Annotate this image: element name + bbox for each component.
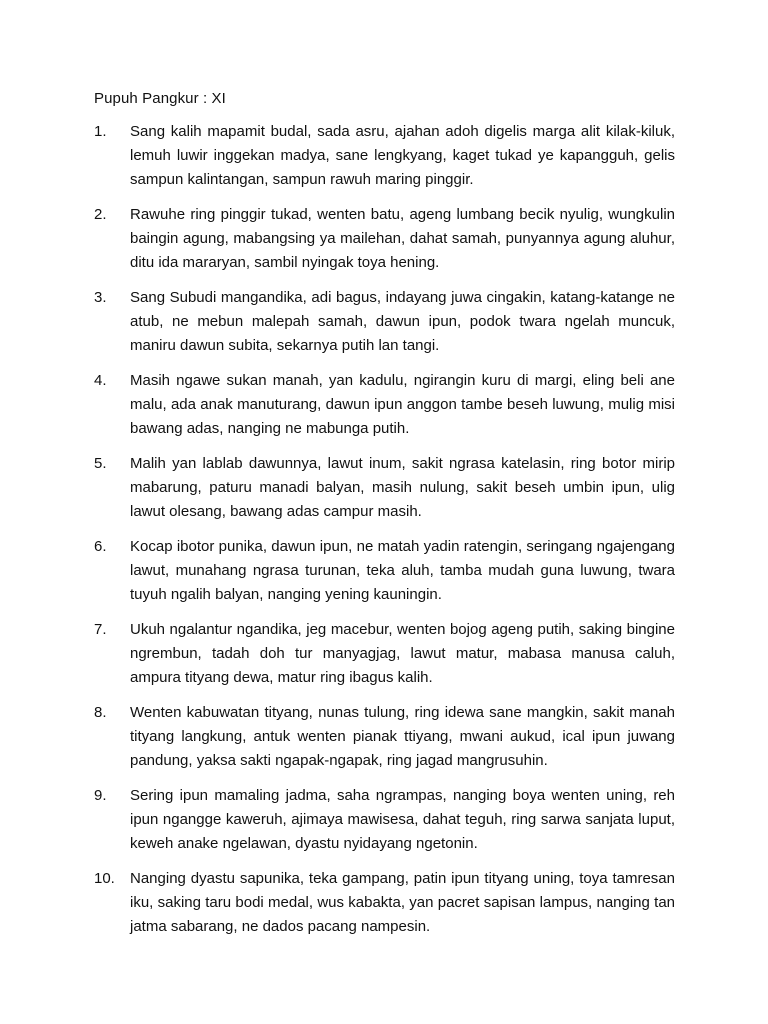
document-title: Pupuh Pangkur : XI [94, 90, 226, 107]
verse-number: 9. [94, 787, 107, 804]
verse-text: Sering ipun mamaling jadma, saha ngrampas, nanging boya wenten uning, reh ipun ngangge kaweruh, ajimaya mawisesa, dahat teguh, ring sarwa sanjata luput, keweh anake ngelawan, dyastu nyidayang ngetonin. [130, 787, 675, 852]
verse-item [94, 618, 675, 690]
verse-item [94, 452, 675, 524]
verse-text: Sang kalih mapamit budal, sada asru, ajahan adoh digelis marga alit kilak-kiluk, lemuh luwir inggekan madya, sane lengkyang, kaget tukad ye kapangguh, gelis sampun kalintangan, sampun rawuh maring pinggir. [130, 123, 675, 188]
verse-item [94, 203, 675, 275]
verse-item [94, 120, 675, 192]
verse-item [94, 286, 675, 358]
verse-item [94, 784, 675, 856]
verse-list [94, 120, 675, 950]
verse-number: 5. [94, 455, 107, 472]
verse-item [94, 369, 675, 441]
verse-number: 2. [94, 206, 107, 223]
verse-item [94, 867, 675, 939]
verse-text: Wenten kabuwatan tityang, nunas tulung, ring idewa sane mangkin, sakit manah tityang langkung, antuk wenten pianak ttiyang, mwani aukud, ical ipun juwang pandung, yaksa sakti ngapak-ngapak, ring jagad mangrusuhin. [130, 704, 675, 769]
verse-item [94, 535, 675, 607]
verse-number: 6. [94, 538, 107, 555]
verse-number: 1. [94, 123, 107, 140]
verse-text: Rawuhe ring pinggir tukad, wenten batu, ageng lumbang becik nyulig, wungkulin baingin agung, mabangsing ya mailehan, dahat samah, punyannya agung aluhur, ditu ida mararyan, sambil nyingak toya hening. [130, 206, 675, 271]
verse-number: 4. [94, 372, 107, 389]
verse-item [94, 701, 675, 773]
verse-text: Kocap ibotor punika, dawun ipun, ne matah yadin ratengin, seringang ngajengang lawut, munahang ngrasa turunan, teka aluh, tamba mudah guna luwung, twara tuyuh ngalih balyan, nanging yening kauningin. [130, 538, 675, 603]
verse-text: Ukuh ngalantur ngandika, jeg macebur, wenten bojog ageng putih, saking bingine ngrembun, tadah doh tur manyagjag, lawut matur, mabasa manusa caluh, ampura tityang dewa, matur ring ibagus kalih. [130, 621, 675, 686]
verse-number: 7. [94, 621, 107, 638]
verse-text: Malih yan lablab dawunnya, lawut inum, sakit ngrasa katelasin, ring botor mirip mabarung, paturu manadi balyan, masih nulung, sakit beseh umbin ipun, ulig lawut olesang, bawang adas campur masih. [130, 455, 675, 520]
verse-text: Masih ngawe sukan manah, yan kadulu, ngirangin kuru di margi, eling beli ane malu, ada anak manuturang, dawun ipun anggon tambe beseh luwung, mulig misi bawang adas, nanging ne mabunga putih. [130, 372, 675, 437]
verse-number: 8. [94, 704, 107, 721]
verse-text: Sang Subudi mangandika, adi bagus, indayang juwa cingakin, katang-katange ne atub, ne mebun malepah samah, dawun ipun, podok twara ngelah muncuk, maniru dawun subita, sekarnya putih lan tangi. [130, 289, 675, 354]
verse-number: 10. [94, 870, 115, 887]
verse-text: Nanging dyastu sapunika, teka gampang, patin ipun tityang uning, toya tamresan iku, saking taru bodi medal, wus kabakta, yan pacret sapisan lampus, nanging tan jatma sabarang, ne dados pacang nampesin. [130, 870, 675, 935]
verse-number: 3. [94, 289, 107, 306]
